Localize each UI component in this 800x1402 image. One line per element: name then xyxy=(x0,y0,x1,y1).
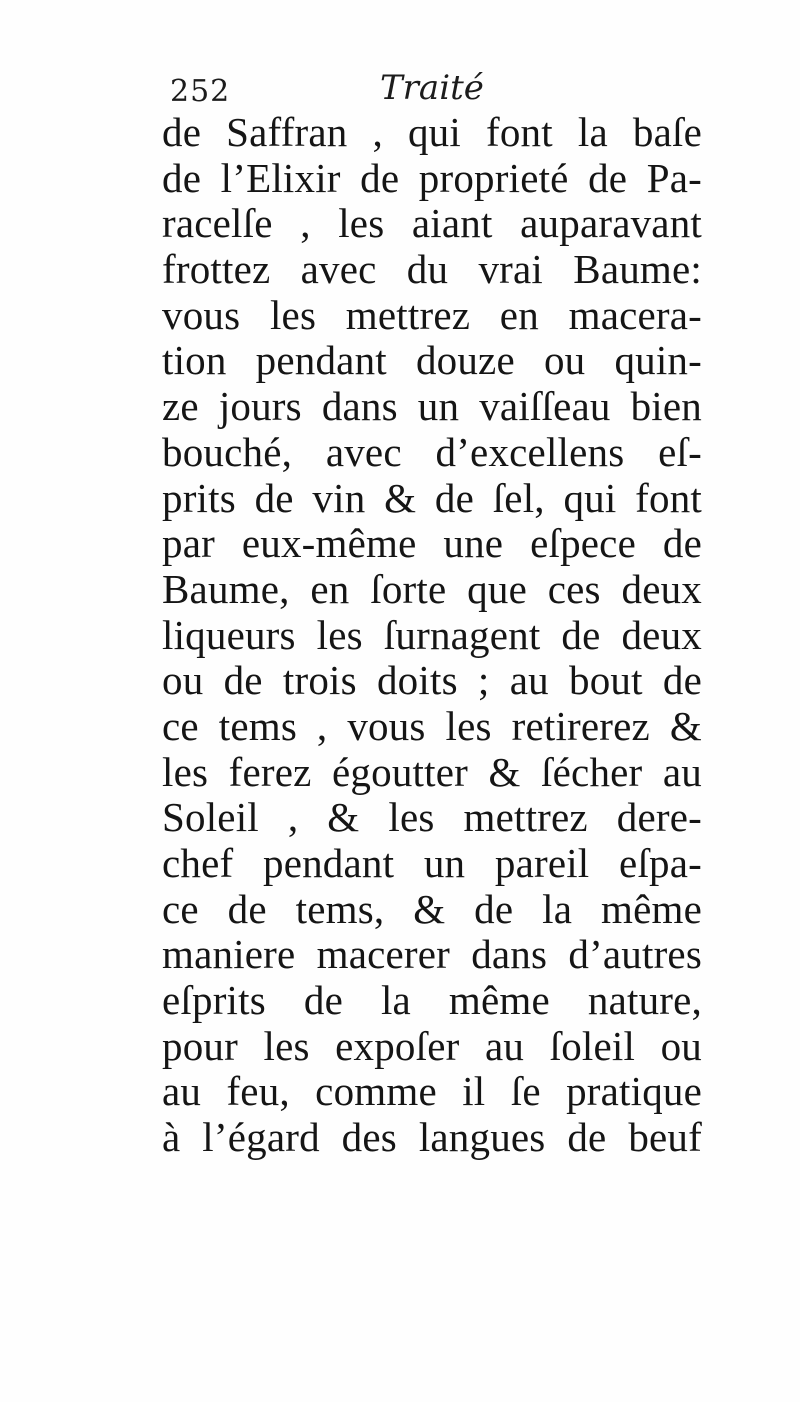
page-number: 252 xyxy=(170,74,231,109)
text-line: ou de trois doits ; au bout de xyxy=(162,657,702,704)
text-line: ze jours dans un vaiſſeau bien xyxy=(162,383,702,430)
text-line: racelſe , les aiant auparavant xyxy=(162,200,702,247)
text-line: prits de vin & de ſel, qui font xyxy=(162,474,702,521)
text-line: ce de tems, & de la même xyxy=(162,885,702,932)
text-line: au feu, comme il ſe pratique xyxy=(162,1068,702,1115)
text-line: à l’égard des langues de beuf xyxy=(162,1114,702,1161)
text-line: Soleil , & les mettrez dere- xyxy=(162,794,702,841)
body-text xyxy=(162,110,702,1161)
text-line: liqueurs les ſurnagent de deux xyxy=(162,611,702,658)
text-line: bouché, avec d’excellens eſ- xyxy=(162,428,702,475)
text-line: vous les mettrez en macera- xyxy=(162,291,702,338)
text-line: eſprits de la même nature, xyxy=(162,977,702,1024)
text-line: les ferez égoutter & ſécher au xyxy=(162,748,702,795)
text-line: par eux-même une eſpece de xyxy=(162,520,702,567)
text-line: Baume, en ſorte que ces deux xyxy=(162,565,702,612)
text-line: ce tems , vous les retirerez & xyxy=(162,702,702,749)
text-line: tion pendant douze ou quin- xyxy=(162,337,702,384)
running-title: Traité xyxy=(380,68,484,108)
text-line: de Saffran , qui font la baſe xyxy=(162,109,702,155)
text-line: chef pendant un pareil eſpa- xyxy=(162,840,702,886)
text-line: frottez avec du vrai Baume: xyxy=(162,246,702,293)
text-line: de l’Elixir de proprieté de Pa- xyxy=(162,154,702,201)
text-line: maniere macerer dans d’autres xyxy=(162,931,702,978)
running-head xyxy=(170,68,690,108)
text-line: pour les expoſer au ſoleil ou xyxy=(162,1022,702,1069)
